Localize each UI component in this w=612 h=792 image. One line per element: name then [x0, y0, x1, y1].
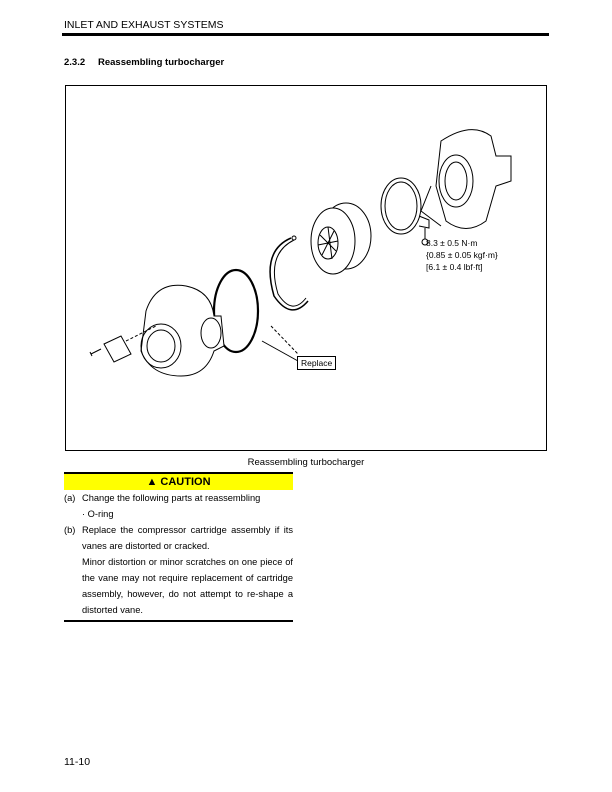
torque-kgfm: {0.85 ± 0.05 kgf·m}: [426, 250, 498, 260]
torque-spec: [426, 237, 498, 273]
torque-lbfft: [6.1 ± 0.4 lbf·ft]: [426, 262, 483, 272]
torque-nm: 8.3 ± 0.5 N·m: [426, 238, 478, 248]
section-title: Reassembling turbocharger: [98, 57, 225, 68]
gasket-plate: [104, 336, 131, 362]
replace-callout: Replace: [297, 356, 336, 370]
item-label: (b): [64, 525, 76, 535]
replace-leader: [262, 341, 298, 361]
header-rule: [62, 33, 549, 36]
section-number: 2.3.2: [64, 57, 86, 68]
caution-box: [64, 472, 293, 622]
warning-triangle-icon: ▲: [146, 476, 158, 488]
compressor-housing: [421, 130, 511, 229]
item-text: Change the following parts at reassembling: [82, 493, 261, 503]
page-number: 11-10: [64, 756, 91, 768]
cartridge-assembly: [311, 203, 371, 274]
bolt: [90, 349, 101, 356]
figure-caption: Reassembling turbocharger: [247, 457, 365, 468]
turbine-housing: [141, 285, 224, 376]
item-subtext: Minor distortion or minor scratches on one piece of the vane may not require replacement of cartridge assembly, however, do not attempt to re-shape a distorted vane.: [82, 557, 293, 615]
snap-ring: [270, 236, 308, 310]
item-subtext: · O-ring: [82, 509, 114, 519]
caution-title-bar: [64, 472, 293, 490]
section-heading: [64, 57, 224, 68]
running-header: INLET AND EXHAUST SYSTEMS: [64, 19, 224, 31]
caution-item: [64, 522, 293, 554]
caution-item: [64, 490, 293, 506]
caution-title: CAUTION: [160, 476, 211, 488]
caution-bottom-rule: [64, 620, 293, 622]
item-label: (a): [64, 493, 76, 503]
item-text: Replace the compressor cartridge assembly if its vanes are distorted or cracked.: [82, 525, 293, 551]
